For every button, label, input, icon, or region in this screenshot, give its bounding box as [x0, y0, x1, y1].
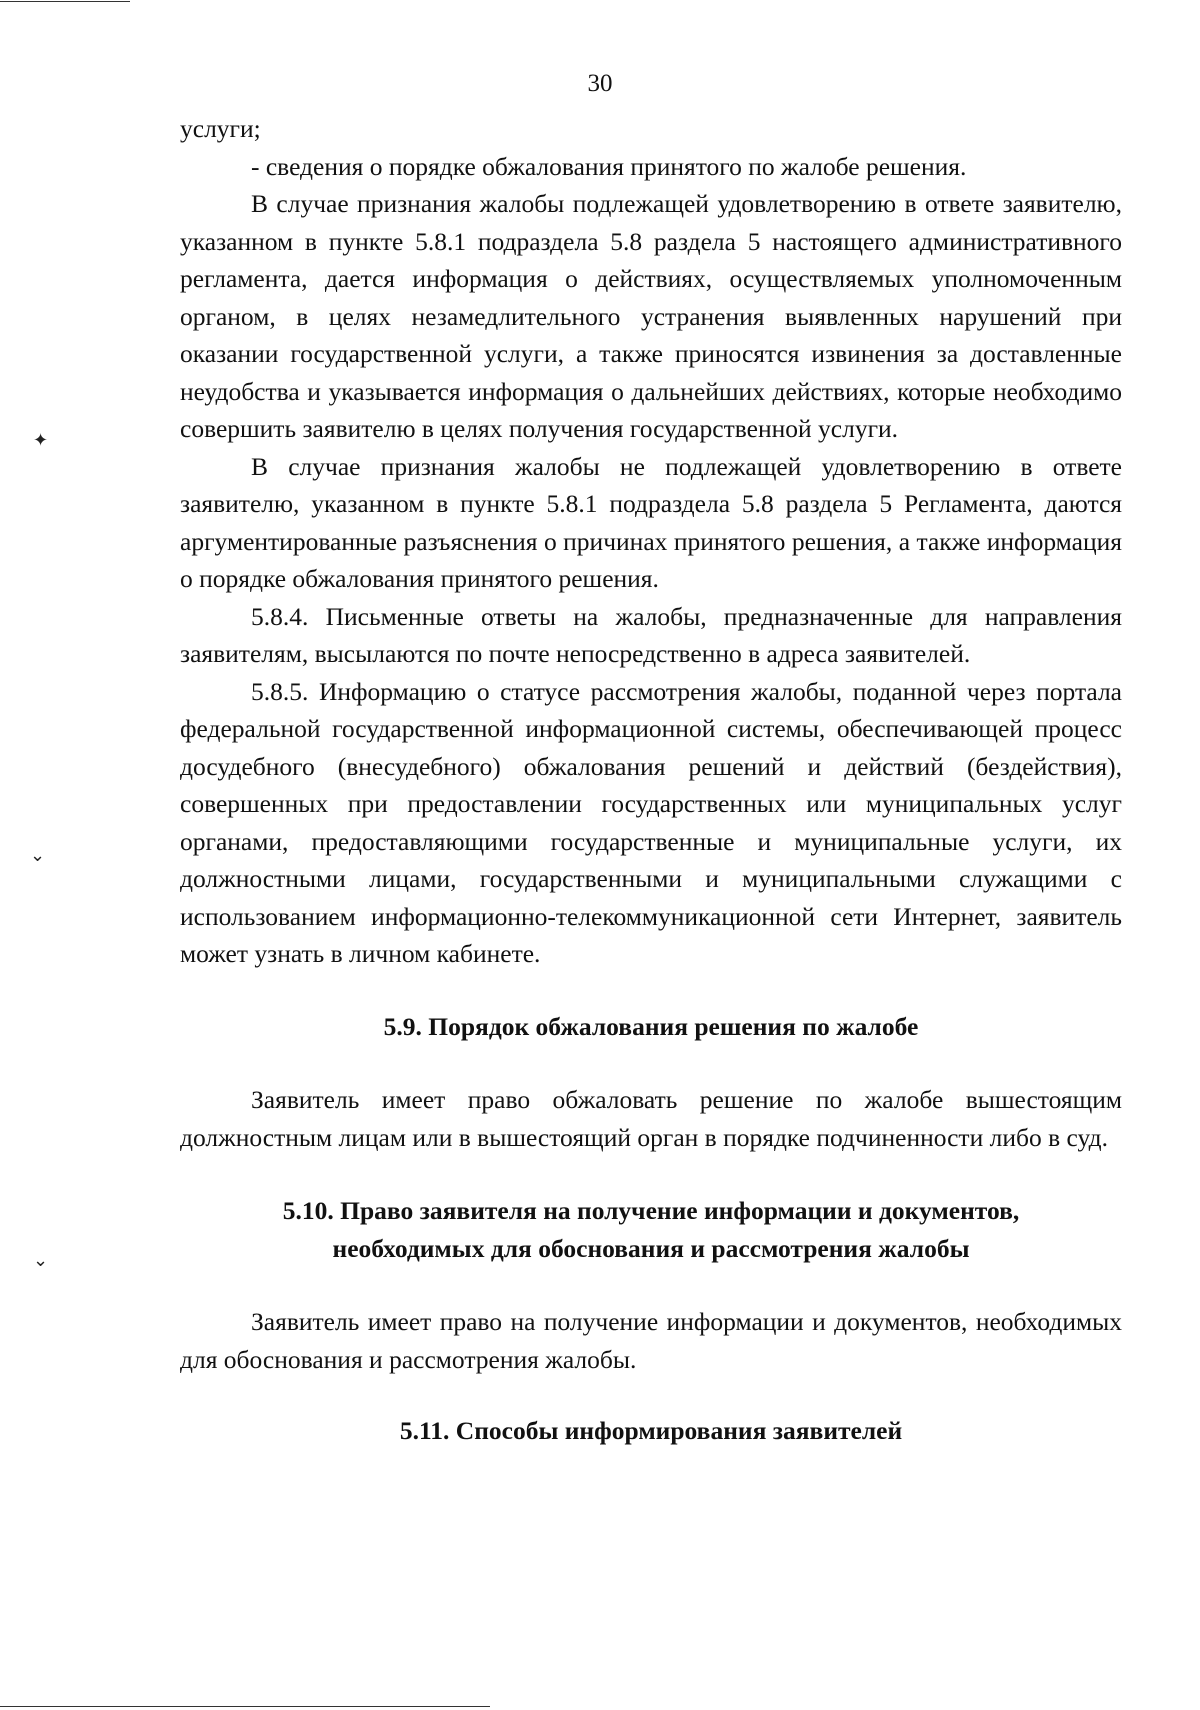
section-heading-5-11: 5.11. Способы информирования заявителей [399, 1416, 903, 1445]
section-heading-5-10-line1: 5.10. Право заявителя на получение информации и документов, [282, 1196, 1020, 1225]
scan-mark-3: ⌄ [33, 1250, 49, 1271]
scan-mark-2: ⌄ [30, 845, 46, 866]
scan-edge-bottom [0, 1706, 490, 1707]
paragraph: В случае признания жалобы не подлежащей удовлетворению в ответе заявителю, указанном в пункте 5.8.1 подраздела 5.8 раздела 5 Регламента, даются аргументированные разъяснения о причинах принятого решения, а также информация о порядке обжалования принятого решения. [180, 451, 1122, 593]
list-item: - сведения о порядке обжалования принятого по жалобе решения. [251, 151, 967, 181]
scan-edge-top [0, 1, 130, 2]
paragraph-5-8-4: 5.8.4. Письменные ответы на жалобы, предназначенные для направления заявителям, высылаются по почте непосредственно в адреса заявителей. [180, 601, 1122, 668]
section-heading-5-10 [180, 1192, 1122, 1267]
page-number: 30 [587, 70, 613, 97]
section-heading-5-9: 5.9. Порядок обжалования решения по жалобе [383, 1011, 919, 1041]
section-5-10-text: Заявитель имеет право на получение информации и документов, необходимых для обоснования и рассмотрения жалобы. [180, 1307, 1122, 1374]
paragraph-5-8-5: 5.8.5. Информацию о статусе рассмотрения жалобы, поданной через портала федеральной государственной информационной системы, обеспечивающей процесс досудебного (внесудебного) обжалования решений и действий (бездействия), совершенных при предоставлении государственных или муниципальных услуг органами, предоставляющими государственные и муниципальные услуги, их должностными лицами, государственными и муниципальными служащими с использованием информационно-телекоммуникационной сети Интернет, заявитель может узнать в личном кабинете. [180, 676, 1122, 968]
section-5-9-text: Заявитель имеет право обжаловать решение по жалобе вышестоящим должностным лицам или в вышестоящий орган в порядке подчиненности либо в суд. [180, 1085, 1122, 1152]
document-body [180, 110, 1122, 1450]
scan-mark-1: ✦ [33, 430, 49, 451]
paragraph: В случае признания жалобы подлежащей удовлетворению в ответе заявителю, указанном в пункте 5.8.1 подраздела 5.8 раздела 5 настоящего административного регламента, дается информация о действиях, осуществляемых уполномоченным органом, в целях незамедлительного устранения выявленных нарушений при оказании государственной услуги, а также приносятся извинения за доставленные неудобства и указывается информация о дальнейших действиях, которые необходимо совершить заявителю в целях получения государственной услуги. [180, 189, 1122, 443]
section-heading-5-10-line2: необходимых для обоснования и рассмотрения жалобы [332, 1233, 970, 1263]
paragraph-continuation: услуги; [180, 114, 261, 143]
